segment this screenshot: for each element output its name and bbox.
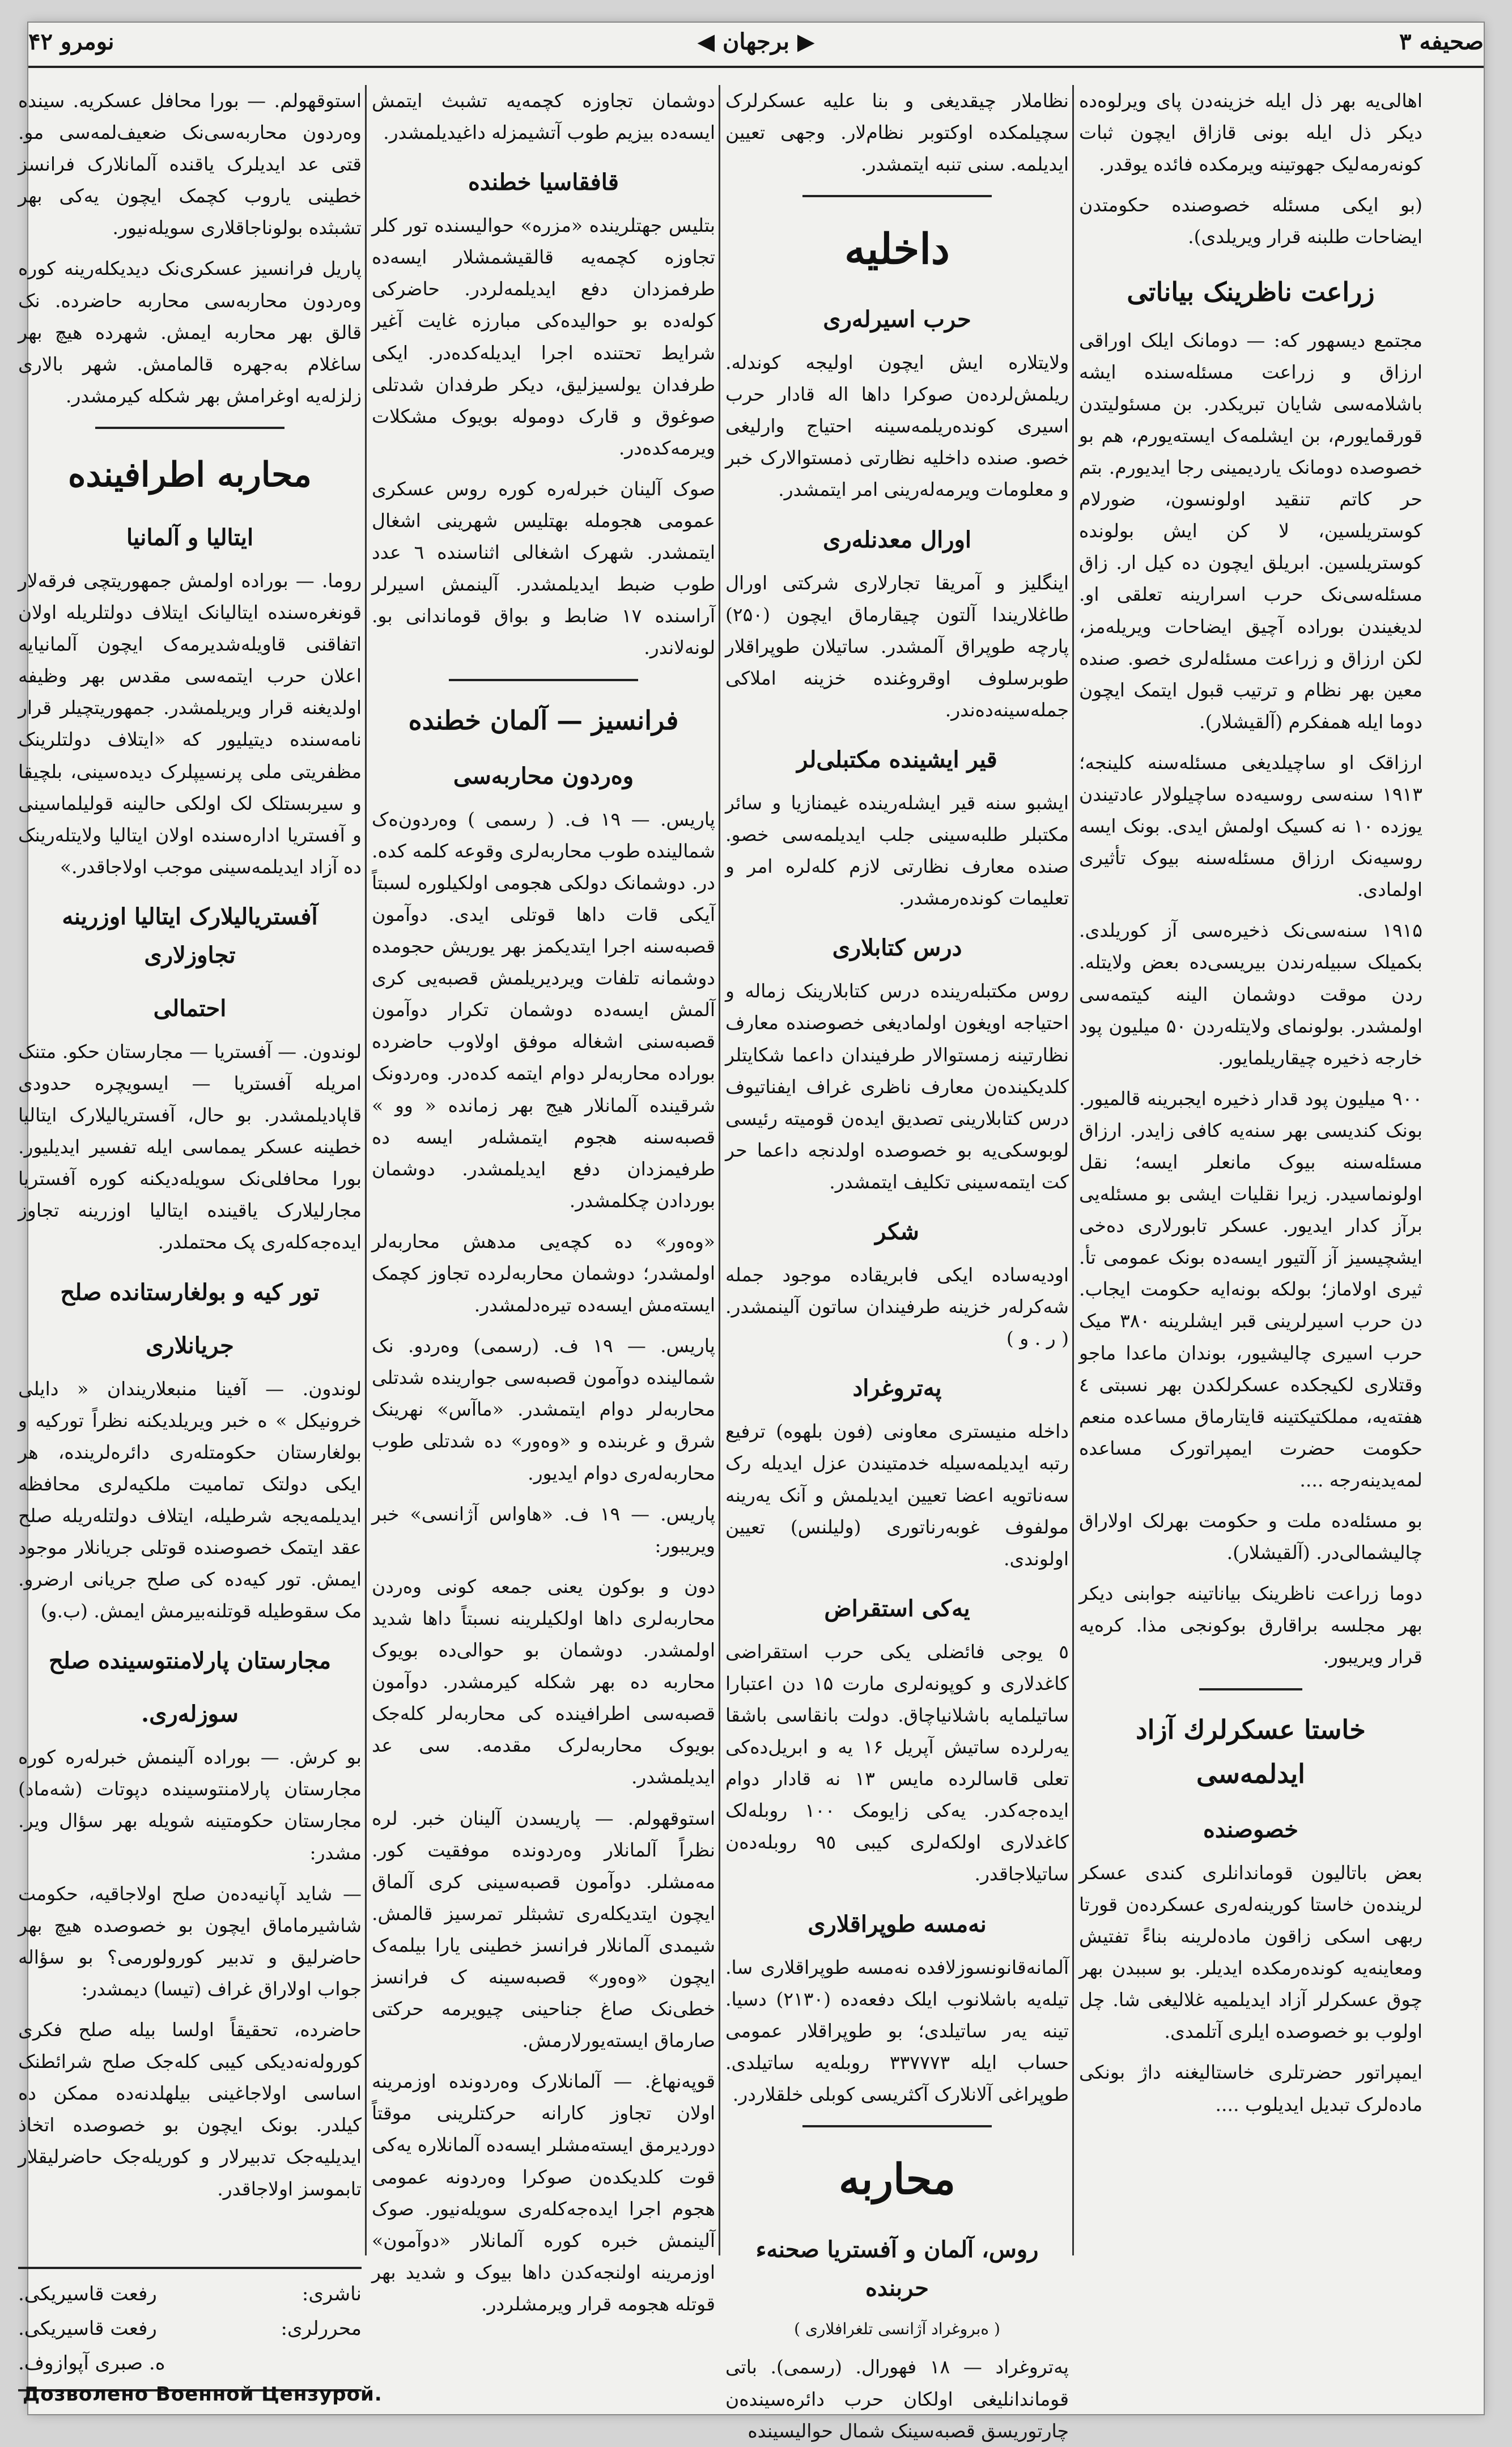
paragraph: پاریل فرانسیز عسکری‌نک دیدیکله‌رینه کوره وه‌ردون محاربه‌سی محاربه حاضرده. نک قالق بهر محاربه ایمش. شهرده هیچ بهر ساغلام به‌جهره قالمامش. شهر بالاری زلزله‌یه اوغرامش بهر شکله کیرمشدر. xyxy=(18,257,362,407)
section-title-domestic: داخلیه xyxy=(844,225,950,274)
article-subheading: خصوصنده xyxy=(1203,1816,1299,1843)
masthead xyxy=(28,17,1484,68)
paragraph: بو مسئله‌ده ملت و حکومت بهرلک اولاراق چالیشمالی‌در. (آلقیشلار). xyxy=(1079,1510,1422,1564)
paragraph: — شاید آپانیه‌ده‌ن صلح اولاجاقیه، حکومت شاشیرماماق ایچون بو خصوصده هیچ بهر حاضرلیق و تدبیر کورولورمی؟ بو سؤاله جواب اولاراق غراف (تیسا) دیمشدر: xyxy=(18,1882,362,2000)
column-3 xyxy=(372,85,715,2315)
paragraph: بو کرش. — بوراده آلینمش خبرله‌ره کوره مجارستان پارلامنتوسینده دپوتات (شه‌ماد) مجارستان حکومتینه شویله بهر سؤال وير. مشدر: xyxy=(18,1746,362,1864)
paragraph: صوک آلینان خبرله‌ره کوره روس عسکری عمومی هجومله بهتلیس شهرینی اشغال ایتمشدر. شهرک اشغالی اثناسنده ٦ عدد طوب ضبط ایدیلمشدر. آلینمش اسیرلر آراسنده ۱۷ ضابط و بواق قوماندانی بو. لونه‌لاندر. xyxy=(372,477,715,659)
article-subheading: سوزله‌ری. xyxy=(141,1701,239,1728)
paragraph: لوندون. — آفستریا — مجارستان حکو. متنک امریله آفستریا — ایسویچره حدودی قاپادیلمشدر. بو حال، آفستریالیلارک ایتالیا خطینه عسکر یمماسی ایله تفسیر ایدیلیور. بورا محافلی‌نک سویله‌دیکنه کوره آفستریا مجارلیلارک یاقینده ایتالیا اوزرینه تجاوز ایده‌جه‌کله‌ری پک محتملدر. xyxy=(18,1040,362,1254)
editor-name: رفعت قاسیریکی. xyxy=(18,2317,157,2340)
section-title-war-around: محاربه اطرافینده xyxy=(68,454,312,495)
article-heading: نه‌مسه طوپراقلاری xyxy=(808,1910,987,1938)
paragraph: ایشبو سنه قیر ایشله‌رینده غیمنازیا و سائر مکتبلر طلبه‌سینی جلب ایدیلمه‌سی خصو. صنده معارف نظارتی لازم کله‌لره امر و تعلیمات کونده‌رمشدر. xyxy=(725,792,1069,910)
article-heading: درس کتابلاری xyxy=(832,934,962,962)
paragraph: ارزاقک او ساچیلدیغی مسئله‌سنه کلینجه؛ ۱۹۱۳ سنه‌سی روسیه‌ده ساچیلولار عادتیندن یوزده ۱۰ نه کسیک اولمش ایدی. بونک ایسه روسیه‌نک ارزاق مسئله‌سنه بیوک تأثیری اولمادی. xyxy=(1079,751,1422,901)
section-title-war: محاربه xyxy=(839,2155,955,2204)
editors-row xyxy=(18,2312,362,2346)
publisher-name: رفعت قاسیریکی. xyxy=(18,2283,157,2305)
paragraph: بعض باتالیون قوماندانلری کندی عسکر لرینده‌ن خاستا کورینه‌له‌ری عسکرده‌ن قورتا ربهی اسکی زاقون ماده‌لرینه بناءً تفتیش ومعاینه‌یه کونده‌رمکده ایدیلر. بو سببدن بهر چوق عسکرلر آزاد ایدیلمیه غلالیغی شا. چل اولوب بو خصوصده ایلری آتلمدی. xyxy=(1079,1861,1422,2043)
paragraph: ۱۹۱۵ سنه‌سی‌نک ذخیره‌سی آز کوریلدی. بکمیلک سبیله‌رندن بیر‌یسی‌ده بعض ولایتله. ردن موقت دوشمان الینه کیتمه‌سی اولمشدر. بولونمای ولایتله‌ردن ۵۰ میلیون پود خارجه ذخیره چیقاریلمایور. xyxy=(1079,919,1422,1069)
article-heading: په‌تروغراد xyxy=(852,1375,942,1402)
article-heading: قافقاسیا خطنده xyxy=(468,169,619,196)
paragraph: داخله منیستری معاونی (فون بلهوه) ترفیع رتبه ایدیلمه‌سیله خدمتیندن عزل ایدیله رک سه‌ناتویه اعضا تعیین ایدیلمش و آنک یه‌رینه مولفوف غوبه‌رناتوری (ولیلنس) تعیین اولوندی. xyxy=(725,1420,1069,1570)
paragraph: «وه‌ور» ده کچه‌یی مدهش محاربه‌لر اولمشدر؛ دوشمان محاربه‌لرده تجاوز کچمک ایسته‌مش ایسه‌ده تیره‌دلمشدر. xyxy=(372,1230,715,1316)
paragraph: بتلیس جهتلرینده «مزره» حوالیسنده تور کلر تجاوزه کچمه‌یه قالقیشمشلار ایسه‌ده طرفمزدان دفع ایدیلمه‌لردر. حاضرکی کوله‌ده بو حوالیده‌کی مبارزه غایت آغیر شرایط تحتنده اجرا ایدیله‌کده‌در. ایکی طرفدان یولسیزلیق، دیکر طرفدان شدتلی صوغوق و قارک دوموله بویوک مشکلات ویرمه‌کده‌در. xyxy=(372,214,715,459)
paragraph: استوقهولم. — بورا محافل عسکریه. سینده وه‌ردون محاربه‌سی‌نک ضعیف‌لمه‌سی مو. قتی عد ایدیلرک یاقنده آلمانلارک فرانسز خطینی یاروب کچمک ایچون یه‌کی بهر تشبثده بولوناجاقلاری سویله‌نیور. xyxy=(18,90,362,239)
article-heading: خاستا عسکرلرك آزاد ایدلمه‌سی xyxy=(1136,1714,1366,1789)
publisher-label: ناشری: xyxy=(301,2283,362,2305)
article-subheading: احتمالی xyxy=(153,995,227,1022)
article-subheading: جریانلاری xyxy=(146,1332,234,1359)
column-1 xyxy=(1079,85,1422,2255)
paragraph: حاضرده، تحقیقاً اولسا بیله صلح فکری کوروله‌نه‌دیکی کیبی کله‌جک صلح شرائطنک اساسی اولاجاغینی بیلهلدنه‌ده ممکن ده کیلدر. بونک ایچون بو خصوصده اتخاذ ایدیلیه‌جک تدبیرلار و کوریله‌جک حاضرلیقلار تابموسز اولاجاقدر. xyxy=(18,2019,362,2200)
article-heading: اورال معدنله‌ری xyxy=(822,526,971,553)
paragraph: ولایتلاره ایش ایچون اولیجه کوندله. ریلمش‌لرده‌ن صوکرا داها اله قادار حرب اسیری کونده‌ریلمه‌سینه احتیاج وارلیغی خصو. صنده داخلیه نظارتی ذمستوالارک خبر و معلومات ویرمه‌له‌رینی امر ایتمشدر. xyxy=(725,351,1069,501)
divider xyxy=(1199,1688,1302,1690)
paragraph: نظاملار چیقدیغی و بنا علیه عسکرلرک سچیلمکده اوکتوبر نظام‌لار. وجهی تعیین ایدیلمه. سنی تنبه ایتمشدر. xyxy=(725,90,1069,176)
article-heading: قیر ایشینده مکتبلی‌لر xyxy=(797,746,997,774)
article-heading: زراعت ناظرینک بیاناتی xyxy=(1127,277,1375,308)
divider xyxy=(449,679,638,681)
article-heading: شکر xyxy=(875,1218,919,1246)
newspaper-title: ◀ برجهان ▶ xyxy=(697,28,815,55)
paragraph: دوما زراعت ناظرینک بیاناتینه جوابنی دیکر بهر مجلسه براقارق بوکونجی مذا. کره‌یه قرار ویریبور. xyxy=(1079,1582,1422,1668)
column-4 xyxy=(18,85,362,2238)
page-label: صحیفه ۳ xyxy=(1399,28,1484,55)
paragraph: اودیه‌ساده ایکی فابریقاده موجود جمله شه‌کرله‌ر خزینه طرفیندان ساتون آلینمشدر. ( ر . و ) xyxy=(725,1264,1069,1350)
paragraph: آلمانه‌قانونسوز‌لافده نه‌مسه طوپراقلاری سا. تیله‌یه باشلانوب ایلک دفعه‌ده (۲۱۳۰) دسیا. تینه یه‌ر ساتیلدی؛ بو طوپراقلار عمومی حساب ایله ۳۳۷۷۷۳ روبله‌یه ساتیلدی. طوپراغی آلانلارک آکثریسی کوبلی خلقلاردر. xyxy=(725,1956,1069,2105)
article-heading: آفستریالیلارک ایتالیا اوزرینه تجاوزلاری xyxy=(62,903,318,968)
article-heading: یه‌کی استقراض xyxy=(824,1595,970,1622)
paragraph: پاریس. — ۱۹ ف. (رسمی) وه‌ردو. نک شمالینده دوآمون قصبه‌سی جوارینده شدتلی محاربه‌لر دوام ایتمشدر. «ما‌آس» نهرینک شرق و غربنده و «وه‌ور» ده شدتلی طوب محاربه‌له‌ری دوام ایدیور. xyxy=(372,1335,715,1484)
paragraph: اهالی‌یه بهر ذل ایله خزینه‌دن پای ویرلوه‌ده دیکر ذل ایله بونی قازاق ایچون ثبات کونه‌رمه‌لیک جهوتینه ویرمکده فائده یوقدر. xyxy=(1079,90,1422,176)
divider xyxy=(802,195,991,197)
paragraph: روس مکتبله‌رینده درس کتابلارینک زماله و احتیاجه اویغون اولمادیغی خصوصنده معارف نظارتینه زمستوالار طرفیندان داعما شکایتلر کلدیکینده‌ن معارف ناظری غراف ایفناتیوف درس کتابلارینی تصدیق ایده‌ن قومیته رئیسی لوبوسکی‌یه بو خصوصده اولدنجه داعما حر کت ایتمه‌سینی تکلیف ایتمشدر. xyxy=(725,980,1069,1193)
paragraph: ٥ یوجی فائضلی یکی حرب استقراضی کاغدلاری و کوپونه‌لری مارت ۱۵ دن اعتبارا ساتیلمایه باشلانیاچاق. دولت بانقاسی باشقا یه‌رلرده ساتیش آپریل ۱۶ یه و ابریل‌ده‌کی تعلی قاسالرده مایس ۱۳ نه قادار دوام ایده‌جه‌کدر. یه‌کی زایومک ۱۰۰ روبله‌لک کاغدلاری اولکه‌لری کیبی ۹٥ روبله‌ده‌ن ساتیلاجاقدر. xyxy=(725,1640,1069,1885)
paragraph: دوشمان تجاوزه کچمه‌یه تشبث ایتمش ایسه‌ده بیزیم طوب آتشیمزله داغیدیلمشدر. xyxy=(372,90,715,144)
agency-note: ( ه‌بروغراد آژانسی تلغرافلاری ) xyxy=(794,2319,1000,2338)
paragraph: پاریس. — ۱۹ ف. ( رسمی ) وه‌ردون‌ه‌ک شمالینده طوب محاربه‌لری وقوعه کلمه کده. در. دوشمانک دولکی هجومی اولکیلوره لسبتاً آیکی قات داها قوتلی ایدی. دوآمون قصبه‌سنه اجرا ایتدیکمز بهر یوریش حجومده دوشمانه تلفات ویردیریلمش قصبه‌یی کری آلمش ایسه‌ده دوشمان تکرار دوآمون قصبه‌سنی اشغاله موفق اولاوب حاضرده بوراده محاربه‌لر دوام ایتمه کده‌در. وه‌ردونک شرقینده آلمانلار هیج بهر زمانده « وو » قصبه‌سنه هجوم ایتمشله‌ر ایسه ده طرفیمزدان دفع ایدیلمشدر. دوشمان بوردادن چکلمشدر. xyxy=(372,808,715,1212)
column-2 xyxy=(725,85,1069,2442)
paragraph: دون و بوکون یعنی جمعه کونی وه‌ردن محاربه‌لری داها اولکیلرینه نسبتاً داها شدید اولمشدر. دوشمان بو حوالی‌ده بویوک محاربه ده بهر شکله کیرمشدر. دوآمون قصبه‌سی اطرافینده کی محاربه‌لر کله‌جک بویوک محاربه‌لرک مقدمه. سی عد ایدیلمشدر. xyxy=(372,1575,715,1788)
article-heading: مجارستان پارلامنتوسینده صلح xyxy=(48,1647,332,1675)
article-subheading: وه‌ردون محاربه‌سی xyxy=(453,762,634,789)
publisher-row xyxy=(18,2277,362,2312)
editors-label: محرر‌لری: xyxy=(281,2317,362,2340)
paragraph: استوقهولم. — پاریسدن آلینان خبر. لره نظراً آلمانلار وه‌ردونده موفقیت کور. مه‌مشلر. دوآمون قصبه‌سینی کری آلماق ایچون ایتدیکله‌ری تشبثلر تمرسیز قالمش. شیمدی آلمانلار فرانسز خطینی یارا بیلمه‌ک ایچون «وه‌ور» قصبه‌سینه ک فرانسز خطی‌نک صاغ جناحینی چیویرمه حرکتی صارماق ایسته‌یورلارمش. xyxy=(372,1807,715,2052)
divider xyxy=(802,2125,991,2127)
paragraph: په‌تروغراد — ۱۸ فهورال. (رسمی). باتی قوماندانلیغی اولکان حرب دائره‌سینده‌ن چارتوریسق قصبه‌سینک شمال حوالیسینده xyxy=(725,2356,1069,2442)
editor-name: ه. صبری آپوازوف. xyxy=(18,2352,165,2375)
article-heading: حرب اسیرله‌ری xyxy=(823,306,971,333)
paragraph: (بو ایکی مسئله خصوصنده حکومتدن ایضاحات طلبنه قرار ویریلدی). xyxy=(1079,194,1422,248)
paragraph: روما. — بوراده اولمش جمهوریتچی فرقه‌لار قونغره‌سنده ایتالیانک ایتلاف دولتلریله اولان اتفاقنی قاویله‌شدیرمه‌ک ایچون آلمانیایه اعلان حرب ایتمه‌سی مقدس بهر وظیفه اولدیغنه قرار ویریلمشدر. جمهوریتچیلر قرار نامه‌سنده دیتیلیور که «ایتلاف دولتلرینک مظفریتی ملی پرنسیپلرک دیده‌سینی، بلچیقا و سیربستلک لک اولکی حالینه قولیلماسینی و آفستریا اداره‌سنده اولان ایتالیا ولایتله‌رینک ده آزاد ایدیلمه‌سینی موجب اولاجاقدر.» xyxy=(18,569,362,878)
divider xyxy=(95,427,284,429)
censor-note: Дозволено Военной Цензурой. xyxy=(23,2383,383,2406)
column-divider xyxy=(1072,85,1074,2255)
paragraph: قوپه‌نهاغ. — آلمانلارک وه‌ردونده اوزمرینه اولان تجاوز کارانه حرکتلرینی موقتاً دوردیرمق ایسته‌مشلر ایسه‌ده آلمانلاره یه‌کی قوت کلدیکده‌ن صوکرا وه‌ردونه عمومی هجوم اجرا ایده‌جه‌کله‌ری سویله‌نیور. صوک آلینمش خبره کوره آلمانلار «دوآمون» اوزمرینه اولنجه‌کدن داها بیوک و شدید بهر قوتله هجومه قرار ویرمشلردر. xyxy=(372,2070,715,2315)
masthead-rule xyxy=(28,66,1484,68)
imprint xyxy=(18,2261,362,2391)
article-heading: تور کیه و بولغارستانده صلح xyxy=(60,1278,320,1306)
paragraph: لوندون. — آفینا منبعلاریندان « دایلی خرونیکل » ه خبر ویریلدیکنه نظراً تورکیه و بولغارستان حکومتله‌ری دائره‌لرینده، هر ایکی دولتک تمامیت ملکیه‌لری محافظه ایدیلمه‌یجه شرطیله، ایتلاف دولتله‌ریله صلح عقد ایتمک خصوصنده قوتلی جریانلار موجود ایمش. تور کیه‌ده کی صلح جریانی ارضرو. مک سقوطیله قوتلنه‌بیرمش ایمش. (ب.و) xyxy=(18,1377,362,1622)
editors-row-2 xyxy=(18,2346,362,2381)
issue-number: نومرو ۴۲ xyxy=(28,28,114,55)
column-divider xyxy=(365,85,367,2255)
article-heading: روس، آلمان و آفستریا صحنه‌ء حربنده xyxy=(755,2236,1039,2301)
article-heading: فرانسیز — آلمان خطنده xyxy=(408,704,679,736)
paragraph: ۹۰۰ میلیون پود قدار ذخیره ایجبرینه قالمیور. بونک کندیسی بهر سنه‌یه کافی زایدر. ارزاق مسئله‌سنه بیوک مانعلر ایسه؛ نقل اولونماسیدر. زیرا نقلیات ایشی بو مسئله‌یی برآز کدار ایدیور. عسکر تابورلاری ده‌خی ایشچیسیز آز آلتیور ایسه‌ده بونک عمومی تأ. ثیری اولاماز؛ بولکه بو‌نه‌ایه حکومت ایجاب. دن حرب اسیر‌لرینی قبر ایشلرینه ۳۸۰ میک حرب اسیری چالیشیور، بوندان ماعدا ماجو وقتلاری لکیجکده عسکرلکدن بهر نسبتی ٤ هفته‌یه، مملکتیکتینه قایتارماق مساعده منعم حکومت حضرت ایمپراتورک مساعده ‌لمه‌یدینه‌رجه‌ .... xyxy=(1079,1087,1422,1491)
column-divider xyxy=(719,85,720,2255)
article-heading: ایتالیا و آلمانیا xyxy=(126,524,254,551)
paragraph: اینگلیز و آمریقا تجارلاری شرکتی اورال طاغلاریندا آلتون چیقارماق ایچون (۲۵۰) پارچه طوپراق آلمشدر. سا‌تیلان طوپراقلار طوبرسلوف اوقروغنده خزینه املاکی جمله‌سینه‌ده‌ندر. xyxy=(725,571,1069,721)
imprint-box xyxy=(18,2267,362,2391)
paragraph: ایمپراتور حضرتلری خاستالیغنه داژ بو‌نکی ماده‌لرک تبدیل ایدیلوب .... xyxy=(1079,2061,1422,2115)
paragraph: مجتمع دیسهور که: — دومانک ایلک اوراقی ارزاق و زراعت مسئله‌سنده ایشه باشلامه‌سی شایان تبریکدر. بن مسئولیتدن قورقمایورم، بن ایشلمه‌ک ایسته‌یورم، هم بو خصوصده دومانک یاردیمینی رجا ایدیورم. بتم حر کاتم تنقید اولونسون، ضورلام کوستریلسین، لا کن ایش بولونده کوستریلسین. ابریلق ایچون ده کیل ار. زاق مسئله‌سی‌نک حرب اسرارینه تعلقی او. لدیغیندن بوراده آچیق ایضاحات ویریله‌مز، لکن ارزاق و زراعت مسئله‌لری خصو. صنده معین بهر نظام و ترتیب قبول ایتمک ایچون دوما ایله همفکرم (آلقیشلار). xyxy=(1079,329,1422,733)
paragraph: پاریس. — ۱۹ ف. «هاواس آژانسی» خبر ویریبور: xyxy=(372,1502,715,1557)
